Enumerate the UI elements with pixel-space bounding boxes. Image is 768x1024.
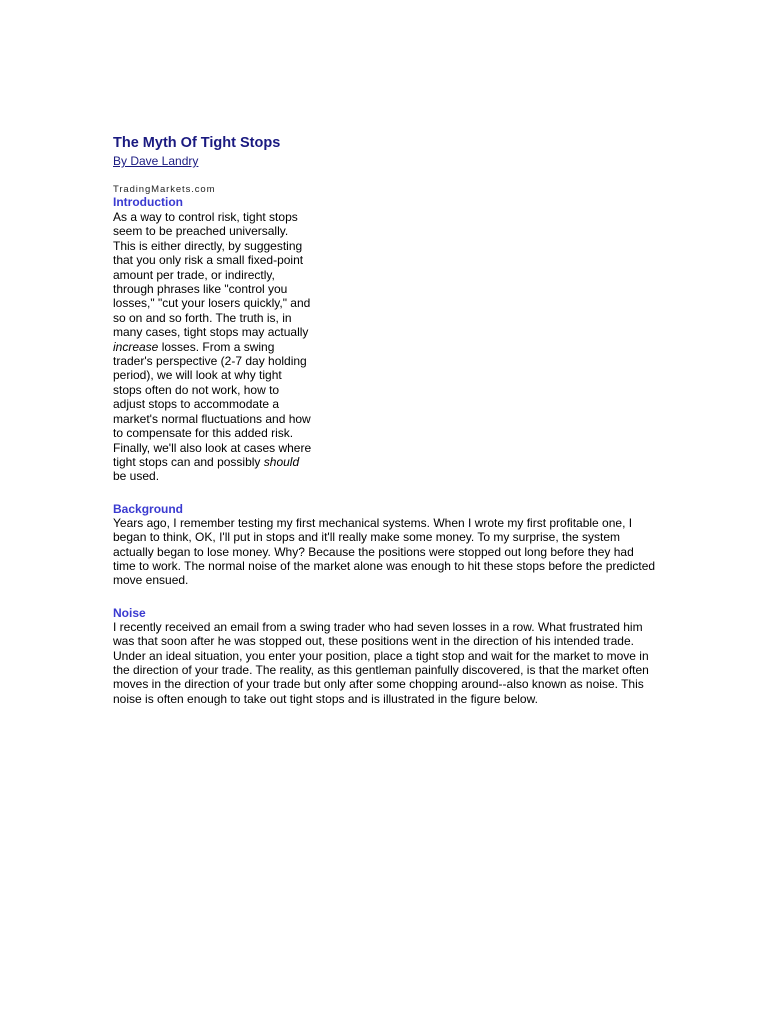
introduction-text-2: losses. From a swing trader's perspective (2-7 day holding period), we will look at why tight stops often do not work, how to adjust stops to accommodate a market's normal fluctuations and how to compensate for this added risk. Finally, we'll also look at cases where tight stops can and possibly bbox=[113, 339, 312, 469]
introduction-emphasis-should: should bbox=[263, 454, 300, 469]
article bbox=[113, 134, 658, 706]
noise-paragraph: I recently received an email from a swing trader who had seven losses in a row. What frustrated him was that soon after he was stopped out, these positions went in the direction of his intended trade. Under an ideal situation, you enter your position, place a tight stop and wait for the market to move in the direction of your trade. The reality, as this gentleman painfully discovered, is that the market often moves in the direction of your trade but only after some chopping around--also known as noise. This noise is often enough to take out tight stops and is illustrated in the figure below. bbox=[113, 619, 649, 706]
introduction-heading: Introduction bbox=[113, 195, 183, 209]
noise-heading: Noise bbox=[113, 605, 146, 620]
introduction-paragraph bbox=[113, 210, 313, 484]
introduction-text-3: be used. bbox=[113, 469, 160, 484]
introduction-emphasis-increase: increase bbox=[113, 339, 159, 354]
introduction-text-1: As a way to control risk, tight stops seem to be preached universally. This is either directly, by suggesting that you only risk a small fixed-point amount per trade, or indirectly, through phrases like "control you losses," "cut your losers quickly," and so on and so forth. The truth is, in many cases, tight stops may actually bbox=[113, 210, 311, 340]
background-heading: Background bbox=[113, 501, 184, 516]
section-background bbox=[113, 502, 658, 588]
section-introduction bbox=[113, 195, 658, 484]
source-label: TradingMarkets.com bbox=[113, 184, 216, 195]
background-paragraph: Years ago, I remember testing my first mechanical systems. When I wrote my first profitable one, I began to think, OK, I'll put in stops and it'll really make some money. To my surprise, the system actually began to lose money. Why? Because the positions were stopped out long before they had time to work. The normal noise of the market alone was enough to hit these stops before the predicted move ensued. bbox=[113, 515, 656, 588]
author-link[interactable]: By Dave Landry bbox=[113, 154, 199, 168]
article-title: The Myth Of Tight Stops bbox=[113, 135, 281, 151]
section-noise bbox=[113, 606, 658, 706]
